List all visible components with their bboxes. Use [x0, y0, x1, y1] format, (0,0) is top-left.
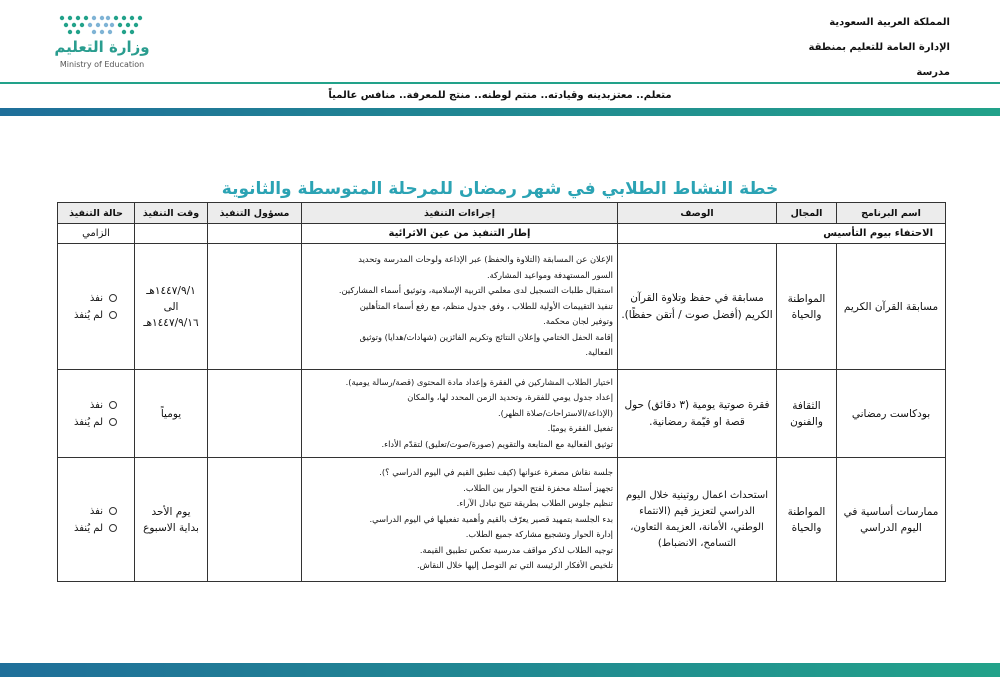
- program-name: مسابقة القرآن الكريم: [837, 244, 946, 370]
- procedure-line: جلسة نقاش مصغرة عنوانها (كيف نطبق القيم في اليوم الدراسي ؟).: [379, 467, 613, 478]
- time-line: ١٤٤٧/٩/١٦هـ: [143, 316, 199, 329]
- status-done-label: نفذ: [89, 399, 103, 411]
- program-procedures: [302, 458, 618, 582]
- header-field: المجال: [777, 203, 837, 224]
- plan-title: خطة النشاط الطلابي في شهر رمضان للمرحلة المتوسطة والثانوية: [221, 179, 779, 199]
- time-line: بداية الاسبوع: [143, 521, 199, 534]
- radio-circle-icon[interactable]: [109, 524, 117, 532]
- procedure-line: تفعيل الفقرة يوميًا.: [547, 423, 613, 434]
- school-name: مدرسة: [916, 67, 950, 78]
- procedure-line: توجيه الطلاب لذكر مواقف مدرسية تعكس تطبيق القيمة.: [419, 544, 613, 555]
- time-line: ١٤٤٧/٩/١هـ: [146, 284, 196, 297]
- program-description: فقرة صوتية يومية (٣ دقائق) حول قصة او قيّمة رمضانية.: [618, 370, 777, 458]
- program-status: [58, 244, 135, 370]
- procedure-line: إعداد جدول يومي للفقرة، وتحديد الزمن المحدد لها، والمكان: [407, 392, 613, 403]
- country-name: المملكة العربية السعودية: [829, 17, 950, 28]
- page-header: [0, 0, 1000, 82]
- status-notdone-label: لم يُنفذ: [74, 309, 103, 321]
- program-description: استحداث اعمال روتينية خلال اليوم الدراسي لتعزيز قيم (الانتماء الوطني، الأمانة، العزيمة التعاون، التسامح، الانضباط): [618, 458, 777, 582]
- program-owner: [208, 244, 302, 370]
- ministry-logo: [52, 14, 152, 72]
- program-field: المواطنة والحياة: [777, 244, 837, 370]
- header-status: حالة التنفيذ: [58, 203, 135, 224]
- header-divider: [0, 82, 1000, 84]
- framework-cell: إطار التنفيذ من عين الاثرائية: [302, 224, 618, 244]
- table-row: [58, 244, 946, 370]
- mandatory-cell: الزامي: [58, 224, 135, 244]
- procedure-line: الفعالية.: [585, 347, 613, 358]
- program-procedures: [302, 370, 618, 458]
- program-owner: [208, 458, 302, 582]
- status-done-option[interactable]: [61, 503, 131, 520]
- header-band: [0, 108, 1000, 116]
- procedure-line: إقامة الحفل الختامي وإعلان النتائج وتكريم الفائزين (شهادات/هدايا) وتوثيق: [359, 331, 613, 342]
- procedure-line: إدارة الحوار وتشجيع مشاركة جميع الطلاب.: [465, 529, 613, 540]
- program-owner: [208, 370, 302, 458]
- program-description: مسابقة في حفظ وتلاوة القرآن الكريم (أفضل صوت / أتقن حفظًا).: [618, 244, 777, 370]
- time-line: الى: [163, 300, 179, 313]
- status-notdone-label: لم يُنفذ: [74, 522, 103, 534]
- procedure-line: استقبال طلبات التسجيل لدى معلمي التربية الإسلامية، وتوثيق أسماء المشاركين.: [338, 285, 613, 296]
- status-notdone-option[interactable]: [61, 414, 131, 431]
- occasion-cell: الاحتفاء بيوم التأسيس: [618, 224, 946, 244]
- footer-band: [0, 663, 1000, 677]
- procedure-line: تنظيم جلوس الطلاب بطريقة تتيح تبادل الآراء.: [456, 498, 613, 509]
- table-subheader-row: [58, 224, 946, 244]
- header-time: وقت التنفيذ: [135, 203, 208, 224]
- program-time: [135, 458, 208, 582]
- program-status: [58, 458, 135, 582]
- time-line: يوم الأحد: [151, 505, 191, 518]
- procedure-line: (الإذاعة/الاستراحات/صلاة الظهر).: [497, 407, 613, 418]
- radio-circle-icon[interactable]: [109, 311, 117, 319]
- time-sub-cell: [135, 224, 208, 244]
- program-field: الثقافة والفنون: [777, 370, 837, 458]
- procedure-line: وتوفير لجان محكمة.: [543, 316, 613, 327]
- program-field: المواطنة والحياة: [777, 458, 837, 582]
- header-procedures: إجراءات التنفيذ: [302, 203, 618, 224]
- logo-arabic-text: وزارة التعليم: [54, 38, 150, 56]
- owner-sub-cell: [208, 224, 302, 244]
- radio-circle-icon[interactable]: [109, 294, 117, 302]
- procedure-line: السور المستهدفة ومواعيد المشاركة.: [486, 269, 613, 280]
- program-name: بودكاست رمضاني: [837, 370, 946, 458]
- procedure-line: بدء الجلسة بتمهيد قصير يعرّف بالقيم وأهمية تفعيلها في اليوم الدراسي.: [369, 513, 613, 524]
- procedure-line: اختيار الطلاب المشاركين في الفقرة وإعداد مادة المحتوى (قصة/رسالة يومية).: [345, 376, 613, 387]
- status-notdone-option[interactable]: [61, 307, 131, 324]
- procedure-line: الإعلان عن المسابقة (التلاوة والحفظ) عبر الإذاعة ولوحات المدرسة وتحديد: [358, 254, 613, 265]
- procedure-line: توثيق الفعالية مع المتابعة والتقويم (صورة/صوت/تعليق) لتقدّم الأداء.: [381, 438, 613, 449]
- program-name: ممارسات أساسية في اليوم الدراسي: [837, 458, 946, 582]
- vision-motto: متعلم.. معتزبدينه وقيادته.. منتم لوطنه.. منتج للمعرفة.. منافس عالمياً: [328, 90, 672, 101]
- header-description: الوصف: [618, 203, 777, 224]
- program-status: [58, 370, 135, 458]
- procedure-line: تجهيز أسئلة محفزة لفتح الحوار بين الطلاب.: [463, 482, 613, 493]
- procedure-line: تلخيص الأفكار الرئيسة التي تم التوصل إليها خلال النقاش.: [416, 560, 613, 571]
- header-program-name: اسم البرنامج: [837, 203, 946, 224]
- header-owner: مسؤول التنفيذ: [208, 203, 302, 224]
- status-done-option[interactable]: [61, 397, 131, 414]
- program-time: [135, 370, 208, 458]
- table-row: [58, 370, 946, 458]
- program-time: [135, 244, 208, 370]
- status-done-label: نفذ: [89, 505, 103, 517]
- status-notdone-label: لم يُنفذ: [74, 416, 103, 428]
- radio-circle-icon[interactable]: [109, 401, 117, 409]
- admin-name: الإدارة العامة للتعليم بمنطقة: [808, 42, 950, 53]
- status-done-label: نفذ: [89, 292, 103, 304]
- header-admin-block: [750, 10, 950, 85]
- status-notdone-option[interactable]: [61, 520, 131, 537]
- table-header-row: [58, 203, 946, 224]
- logo-dots-icon: [56, 14, 146, 36]
- activity-plan-table: [57, 202, 946, 582]
- program-procedures: [302, 244, 618, 370]
- time-line: يومياً: [160, 407, 182, 420]
- table-row: [58, 458, 946, 582]
- radio-circle-icon[interactable]: [109, 507, 117, 515]
- status-done-option[interactable]: [61, 290, 131, 307]
- radio-circle-icon[interactable]: [109, 418, 117, 426]
- procedure-line: تنفيذ التقييمات الأولية للطلاب ، وفق جدول منظم، مع رفع أسماء المتأهلين: [359, 300, 613, 311]
- logo-english-text: Ministry of Education: [59, 60, 145, 69]
